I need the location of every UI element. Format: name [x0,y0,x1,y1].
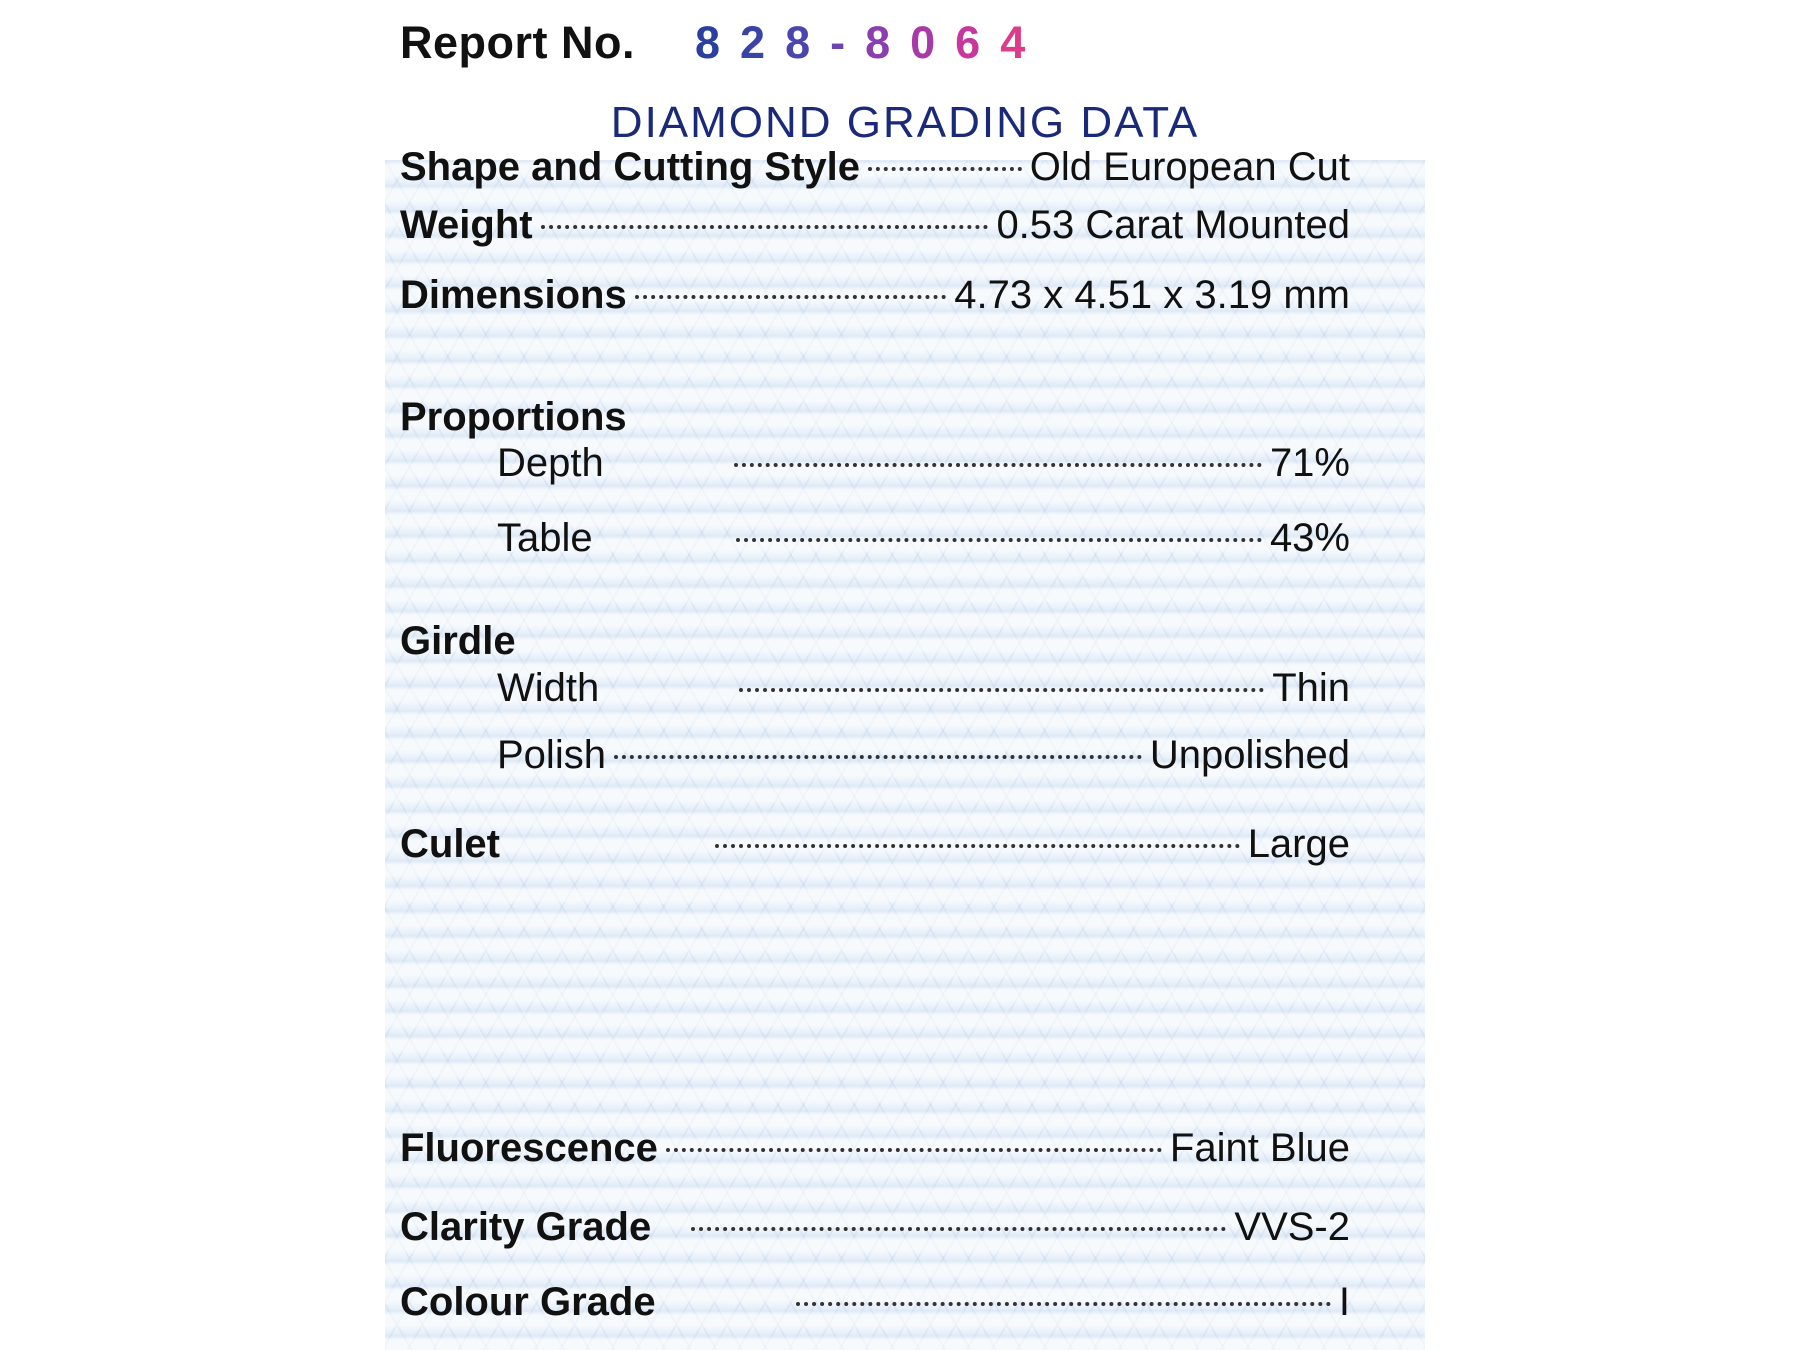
row-label: Colour Grade [400,1280,656,1324]
row-value: VVS-2 [1234,1205,1350,1249]
report-number-digit: 6 [955,17,981,68]
row-culet [400,822,1350,878]
row-shape-cutting-style [400,145,1350,201]
dot-leader [796,1302,1331,1306]
row-label: Clarity Grade [400,1205,652,1249]
dot-leader [739,688,1264,692]
report-number-digit: 8 [785,17,811,68]
row-label: Weight [400,203,533,247]
row-value: Old European Cut [1029,145,1350,189]
row-value: 0.53 Carat Mounted [996,203,1350,247]
dot-leader [614,755,1142,759]
row-label: Width [497,666,600,710]
dot-leader [666,1148,1162,1152]
row-value: 71% [1269,441,1350,485]
row-value: 4.73 x 4.51 x 3.19 mm [954,273,1350,317]
row-value: Thin [1272,666,1350,710]
row-depth [400,441,1350,497]
report-number-digit: 8 [865,17,891,68]
row-label: Fluorescence [400,1126,658,1170]
row-fluorescence [400,1126,1350,1182]
row-label: Dimensions [400,273,627,317]
report-number-value [695,17,1025,69]
row-girdle-polish [400,733,1350,789]
row-table [400,516,1350,572]
row-dimensions [400,273,1350,329]
row-label: Table [497,516,593,560]
report-number-digit: - [830,17,846,68]
proportions-heading: Proportions [400,395,627,439]
dot-leader [734,463,1262,467]
row-label: Culet [400,822,500,866]
row-label: Polish [497,733,606,777]
row-value: I [1338,1280,1350,1324]
report-number-digit: 0 [910,17,936,68]
report-number-digit: 2 [740,17,766,68]
report-number-digit: 8 [695,17,721,68]
row-label: Shape and Cutting Style [400,145,861,189]
row-value: Unpolished [1149,733,1350,777]
dot-leader [736,538,1262,542]
row-girdle-width [400,666,1350,722]
report-number-line [400,8,1025,78]
dot-leader [715,844,1240,848]
row-label: Depth [497,441,604,485]
row-value: Faint Blue [1169,1126,1350,1170]
dot-leader [635,295,947,299]
report-number-label: Report No. [400,17,635,68]
row-weight [400,203,1350,259]
row-value: 43% [1269,516,1350,560]
report-number-digit: 4 [1000,17,1026,68]
section-title-text: DIAMOND GRADING DATA [610,98,1200,147]
row-colour-grade [400,1280,1350,1336]
dot-leader [541,225,989,229]
dot-leader [691,1227,1226,1231]
girdle-heading: Girdle [400,619,516,663]
section-title [0,98,1800,148]
row-value: Large [1247,822,1350,866]
row-clarity-grade [400,1205,1350,1261]
dot-leader [868,167,1022,171]
